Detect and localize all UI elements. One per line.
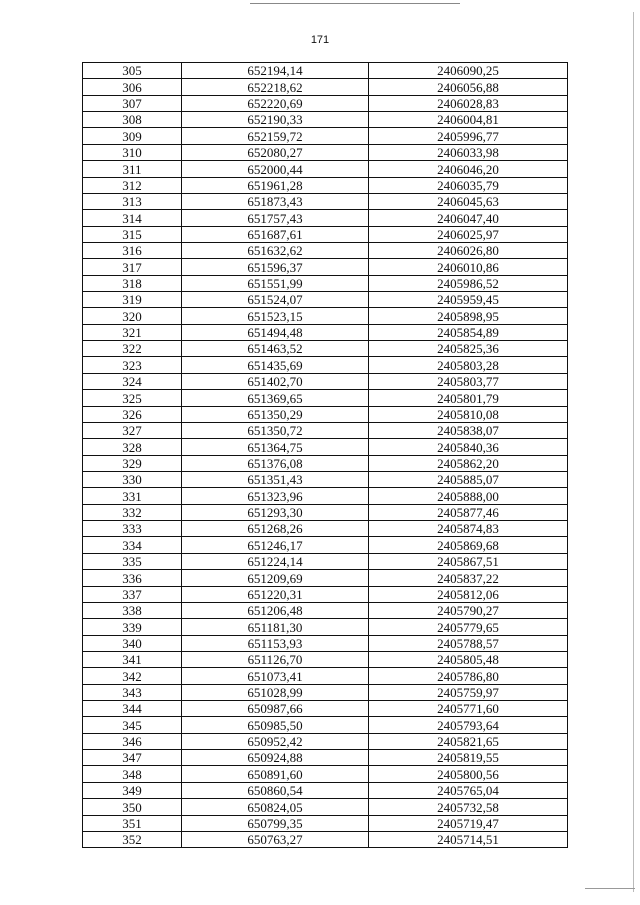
x-coordinate-cell: 651435,69 <box>182 357 369 373</box>
x-coordinate-cell: 651364,75 <box>182 439 369 455</box>
point-number-cell: 334 <box>83 537 182 553</box>
table-row <box>83 782 568 798</box>
y-coordinate-cell: 2405825,36 <box>369 341 568 357</box>
y-coordinate-cell: 2405790,27 <box>369 602 568 618</box>
x-coordinate-cell: 651523,15 <box>182 308 369 324</box>
x-coordinate-cell: 652159,72 <box>182 128 369 144</box>
table-row <box>83 733 568 749</box>
y-coordinate-cell: 2405885,07 <box>369 471 568 487</box>
point-number-cell: 323 <box>83 357 182 373</box>
y-coordinate-cell: 2406025,97 <box>369 226 568 242</box>
table-row <box>83 112 568 128</box>
table-row <box>83 815 568 831</box>
scan-artifact-top <box>250 3 460 4</box>
table-row <box>83 390 568 406</box>
table-row <box>83 766 568 782</box>
table-row <box>83 292 568 308</box>
y-coordinate-cell: 2406010,86 <box>369 259 568 275</box>
point-number-cell: 325 <box>83 390 182 406</box>
y-coordinate-cell: 2405877,46 <box>369 504 568 520</box>
y-coordinate-cell: 2405771,60 <box>369 701 568 717</box>
x-coordinate-cell: 651687,61 <box>182 226 369 242</box>
table-row <box>83 193 568 209</box>
y-coordinate-cell: 2405803,77 <box>369 373 568 389</box>
x-coordinate-cell: 650924,88 <box>182 750 369 766</box>
x-coordinate-cell: 651524,07 <box>182 292 369 308</box>
x-coordinate-cell: 651632,62 <box>182 242 369 258</box>
table-row <box>83 275 568 291</box>
point-number-cell: 351 <box>83 815 182 831</box>
y-coordinate-cell: 2405869,68 <box>369 537 568 553</box>
point-number-cell: 321 <box>83 324 182 340</box>
y-coordinate-cell: 2406026,80 <box>369 242 568 258</box>
y-coordinate-cell: 2405996,77 <box>369 128 568 144</box>
y-coordinate-cell: 2406046,20 <box>369 161 568 177</box>
table-row <box>83 635 568 651</box>
scan-artifact-right <box>633 12 634 892</box>
point-number-cell: 318 <box>83 275 182 291</box>
point-number-cell: 306 <box>83 79 182 95</box>
x-coordinate-cell: 650987,66 <box>182 701 369 717</box>
y-coordinate-cell: 2405821,65 <box>369 733 568 749</box>
y-coordinate-cell: 2405810,08 <box>369 406 568 422</box>
table-row <box>83 684 568 700</box>
x-coordinate-cell: 651551,99 <box>182 275 369 291</box>
y-coordinate-cell: 2406056,88 <box>369 79 568 95</box>
point-number-cell: 309 <box>83 128 182 144</box>
x-coordinate-cell: 651224,14 <box>182 553 369 569</box>
x-coordinate-cell: 652000,44 <box>182 161 369 177</box>
y-coordinate-cell: 2405714,51 <box>369 831 568 847</box>
x-coordinate-cell: 650952,42 <box>182 733 369 749</box>
table-row <box>83 422 568 438</box>
page-number: 171 <box>310 34 330 46</box>
table-row <box>83 651 568 667</box>
y-coordinate-cell: 2405759,97 <box>369 684 568 700</box>
x-coordinate-cell: 650860,54 <box>182 782 369 798</box>
x-coordinate-cell: 651268,26 <box>182 521 369 537</box>
y-coordinate-cell: 2406028,83 <box>369 95 568 111</box>
table-row <box>83 128 568 144</box>
x-coordinate-cell: 651376,08 <box>182 455 369 471</box>
x-coordinate-cell: 652194,14 <box>182 63 369 79</box>
table-row <box>83 308 568 324</box>
x-coordinate-cell: 651350,29 <box>182 406 369 422</box>
point-number-cell: 328 <box>83 439 182 455</box>
y-coordinate-cell: 2405888,00 <box>369 488 568 504</box>
table-row <box>83 831 568 847</box>
y-coordinate-cell: 2406033,98 <box>369 144 568 160</box>
y-coordinate-cell: 2405719,47 <box>369 815 568 831</box>
x-coordinate-cell: 651961,28 <box>182 177 369 193</box>
x-coordinate-cell: 651351,43 <box>182 471 369 487</box>
table-row <box>83 161 568 177</box>
x-coordinate-cell: 651494,48 <box>182 324 369 340</box>
y-coordinate-cell: 2405765,04 <box>369 782 568 798</box>
x-coordinate-cell: 651206,48 <box>182 602 369 618</box>
y-coordinate-cell: 2405837,22 <box>369 570 568 586</box>
x-coordinate-cell: 651350,72 <box>182 422 369 438</box>
x-coordinate-cell: 652190,33 <box>182 112 369 128</box>
point-number-cell: 313 <box>83 193 182 209</box>
y-coordinate-cell: 2405788,57 <box>369 635 568 651</box>
y-coordinate-cell: 2405838,07 <box>369 422 568 438</box>
point-number-cell: 311 <box>83 161 182 177</box>
x-coordinate-cell: 652218,62 <box>182 79 369 95</box>
y-coordinate-cell: 2406035,79 <box>369 177 568 193</box>
table-row <box>83 602 568 618</box>
point-number-cell: 342 <box>83 668 182 684</box>
point-number-cell: 340 <box>83 635 182 651</box>
y-coordinate-cell: 2405986,52 <box>369 275 568 291</box>
x-coordinate-cell: 651220,31 <box>182 586 369 602</box>
point-number-cell: 345 <box>83 717 182 733</box>
y-coordinate-cell: 2406047,40 <box>369 210 568 226</box>
point-number-cell: 346 <box>83 733 182 749</box>
point-number-cell: 312 <box>83 177 182 193</box>
table-row <box>83 799 568 815</box>
x-coordinate-cell: 652080,27 <box>182 144 369 160</box>
point-number-cell: 350 <box>83 799 182 815</box>
point-number-cell: 343 <box>83 684 182 700</box>
y-coordinate-cell: 2406090,25 <box>369 63 568 79</box>
coordinates-table <box>82 62 568 848</box>
x-coordinate-cell: 651323,96 <box>182 488 369 504</box>
coordinates-table-body <box>83 63 568 848</box>
point-number-cell: 320 <box>83 308 182 324</box>
x-coordinate-cell: 651073,41 <box>182 668 369 684</box>
table-row <box>83 242 568 258</box>
y-coordinate-cell: 2405793,64 <box>369 717 568 733</box>
y-coordinate-cell: 2405800,56 <box>369 766 568 782</box>
x-coordinate-cell: 651126,70 <box>182 651 369 667</box>
x-coordinate-cell: 650891,60 <box>182 766 369 782</box>
point-number-cell: 317 <box>83 259 182 275</box>
y-coordinate-cell: 2406045,63 <box>369 193 568 209</box>
x-coordinate-cell: 651028,99 <box>182 684 369 700</box>
point-number-cell: 338 <box>83 602 182 618</box>
point-number-cell: 305 <box>83 63 182 79</box>
y-coordinate-cell: 2405786,80 <box>369 668 568 684</box>
x-coordinate-cell: 652220,69 <box>182 95 369 111</box>
y-coordinate-cell: 2405779,65 <box>369 619 568 635</box>
table-row <box>83 144 568 160</box>
y-coordinate-cell: 2405874,83 <box>369 521 568 537</box>
point-number-cell: 341 <box>83 651 182 667</box>
table-row <box>83 521 568 537</box>
x-coordinate-cell: 651181,30 <box>182 619 369 635</box>
x-coordinate-cell: 651596,37 <box>182 259 369 275</box>
point-number-cell: 316 <box>83 242 182 258</box>
table-row <box>83 717 568 733</box>
x-coordinate-cell: 651209,69 <box>182 570 369 586</box>
x-coordinate-cell: 651153,93 <box>182 635 369 651</box>
y-coordinate-cell: 2405819,55 <box>369 750 568 766</box>
table-row <box>83 619 568 635</box>
x-coordinate-cell: 651293,30 <box>182 504 369 520</box>
point-number-cell: 319 <box>83 292 182 308</box>
point-number-cell: 344 <box>83 701 182 717</box>
point-number-cell: 339 <box>83 619 182 635</box>
y-coordinate-cell: 2405812,06 <box>369 586 568 602</box>
x-coordinate-cell: 650763,27 <box>182 831 369 847</box>
point-number-cell: 326 <box>83 406 182 422</box>
table-row <box>83 455 568 471</box>
table-row <box>83 537 568 553</box>
y-coordinate-cell: 2405805,48 <box>369 651 568 667</box>
table-row <box>83 406 568 422</box>
x-coordinate-cell: 650799,35 <box>182 815 369 831</box>
table-row <box>83 79 568 95</box>
point-number-cell: 315 <box>83 226 182 242</box>
point-number-cell: 308 <box>83 112 182 128</box>
y-coordinate-cell: 2406004,81 <box>369 112 568 128</box>
point-number-cell: 347 <box>83 750 182 766</box>
x-coordinate-cell: 651402,70 <box>182 373 369 389</box>
table-row <box>83 471 568 487</box>
point-number-cell: 322 <box>83 341 182 357</box>
point-number-cell: 331 <box>83 488 182 504</box>
table-row <box>83 210 568 226</box>
table-row <box>83 586 568 602</box>
table-row <box>83 324 568 340</box>
x-coordinate-cell: 651873,43 <box>182 193 369 209</box>
x-coordinate-cell: 651757,43 <box>182 210 369 226</box>
point-number-cell: 348 <box>83 766 182 782</box>
point-number-cell: 335 <box>83 553 182 569</box>
point-number-cell: 307 <box>83 95 182 111</box>
table-row <box>83 570 568 586</box>
point-number-cell: 333 <box>83 521 182 537</box>
point-number-cell: 349 <box>83 782 182 798</box>
table-row <box>83 177 568 193</box>
point-number-cell: 329 <box>83 455 182 471</box>
y-coordinate-cell: 2405840,36 <box>369 439 568 455</box>
table-row <box>83 341 568 357</box>
y-coordinate-cell: 2405732,58 <box>369 799 568 815</box>
table-row <box>83 750 568 766</box>
table-row <box>83 95 568 111</box>
x-coordinate-cell: 651369,65 <box>182 390 369 406</box>
point-number-cell: 327 <box>83 422 182 438</box>
x-coordinate-cell: 650985,50 <box>182 717 369 733</box>
x-coordinate-cell: 650824,05 <box>182 799 369 815</box>
point-number-cell: 314 <box>83 210 182 226</box>
point-number-cell: 332 <box>83 504 182 520</box>
y-coordinate-cell: 2405867,51 <box>369 553 568 569</box>
table-row <box>83 63 568 79</box>
table-row <box>83 373 568 389</box>
table-row <box>83 553 568 569</box>
table-row <box>83 488 568 504</box>
table-row <box>83 504 568 520</box>
table-row <box>83 701 568 717</box>
y-coordinate-cell: 2405803,28 <box>369 357 568 373</box>
y-coordinate-cell: 2405898,95 <box>369 308 568 324</box>
point-number-cell: 330 <box>83 471 182 487</box>
table-row <box>83 226 568 242</box>
table-row <box>83 357 568 373</box>
table-row <box>83 259 568 275</box>
y-coordinate-cell: 2405862,20 <box>369 455 568 471</box>
x-coordinate-cell: 651463,52 <box>182 341 369 357</box>
table-row <box>83 439 568 455</box>
y-coordinate-cell: 2405801,79 <box>369 390 568 406</box>
point-number-cell: 336 <box>83 570 182 586</box>
point-number-cell: 324 <box>83 373 182 389</box>
point-number-cell: 310 <box>83 144 182 160</box>
scan-artifact-bottom <box>585 888 635 889</box>
point-number-cell: 352 <box>83 831 182 847</box>
y-coordinate-cell: 2405959,45 <box>369 292 568 308</box>
point-number-cell: 337 <box>83 586 182 602</box>
y-coordinate-cell: 2405854,89 <box>369 324 568 340</box>
table-row <box>83 668 568 684</box>
x-coordinate-cell: 651246,17 <box>182 537 369 553</box>
